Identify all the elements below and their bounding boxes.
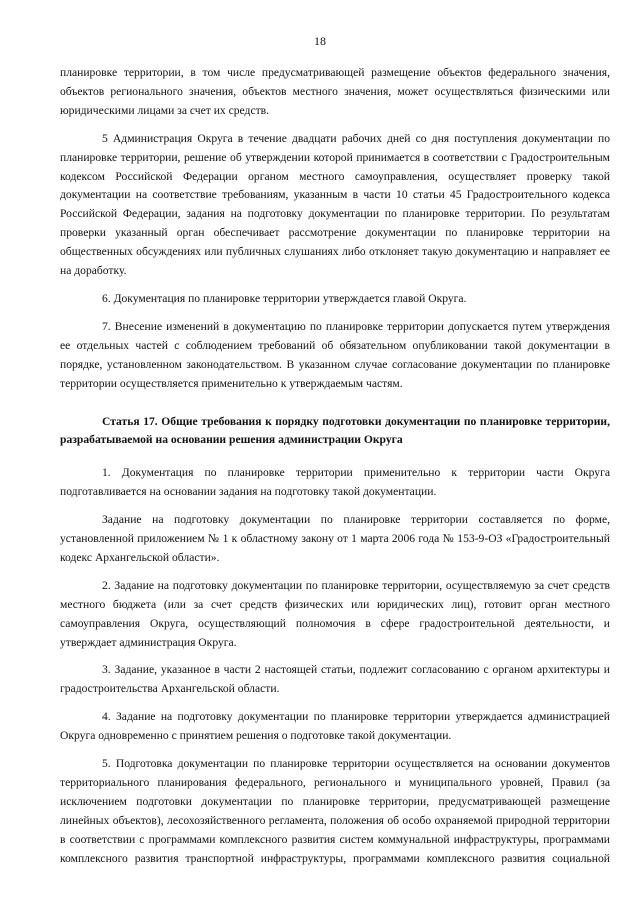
paragraph-part-7-amendments: 7. Внесение изменений в документацию по планировке территории допускается путем утверждения ее отдельных частей с соблюдением требований об обязательном опубликовании такой документации в порядке, установленном законодательством. В указанном случае согласование документации по планировке территории осуществляется применительно к утверждаемым частям. xyxy=(60,319,610,390)
page-number: 18 xyxy=(314,34,326,48)
paragraph-article17-task-form: Задание на подготовку документации по планировке территории составляется по форме, установленной приложением № 1 к областному закону от 1 марта 2006 года № 153-9-ОЗ «Градостроительный кодекс Архангельской области». xyxy=(60,513,610,564)
paragraph-part-6-approval: 6. Документация по планировке территории утверждается главой Округа. xyxy=(102,291,467,305)
paragraph-article17-part-4: 4. Задание на подготовку документации по планировке территории утверждается администрацией Округа одновременно с принятием решения о подготовке такой документации. xyxy=(60,710,610,743)
paragraph-part-5-review: 5 Администрация Округа в течение двадцати рабочих дней со дня поступления документации по планировке территории, решение об утверждении которой принимается в соответствии с Градостроительным кодексом Российской Федерации органом местного самоуправления, осуществляет проверку такой документации на соответствие требованиям, указанным в части 10 статьи 45 Градостроительного кодекса Российской Федерации, задания на подготовку документации по планировке территории. По результатам проверки указанный орган обеспечивает рассмотрение документации по планировке территории на общественных обсуждениях или публичных слушаниях либо отклоняет такую документацию и направляет ее на доработку. xyxy=(60,131,610,278)
paragraph-article17-part-1: 1. Документация по планировке территории применительно к территории части Округа подготавливается на основании задания на подготовку такой документации. xyxy=(60,466,610,499)
paragraph-continuation: планировке территории, в том числе предусматривающей размещение объектов федерального значения, объектов регионального значения, объектов местного значения, может осуществляться физическими или юридическими лицами за счет их средств. xyxy=(60,66,610,117)
paragraph-article17-part-3: 3. Задание, указанное в части 2 настоящей статьи, подлежит согласованию с органом архитектуры и градостроительства Архангельской области. xyxy=(60,663,610,696)
document-body xyxy=(60,64,610,878)
paragraph-article17-part-2: 2. Задание на подготовку документации по планировке территории, осуществляемую за счет средств местного бюджета (или за счет средств физических или юридических лиц), готовит орган местного самоуправления Округа, осуществляющий полномочия в сфере градостроительной деятельности, и утверждает администрация Округа. xyxy=(60,578,610,649)
article-17-heading: Статья 17. Общие требования к порядку подготовки документации по планировке территории, разрабатываемой на основании решения администрации Округа xyxy=(60,414,610,447)
paragraph-article17-part-5: 5. Подготовка документации по планировке территории осуществляется на основании документов территориального планирования федерального, регионального и муниципального уровней, Правил (за исключением подготовки документации по планировке территории, предусматривающей размещение линейных объектов), лесохозяйственного регламента, положения об особо охраняемой природной территории в соответствии с программами комплексного развития систем коммунальной инфраструктуры, программами комплексного развития транспортной инфраструктуры, программами комплексного развития социальной xyxy=(60,757,610,865)
